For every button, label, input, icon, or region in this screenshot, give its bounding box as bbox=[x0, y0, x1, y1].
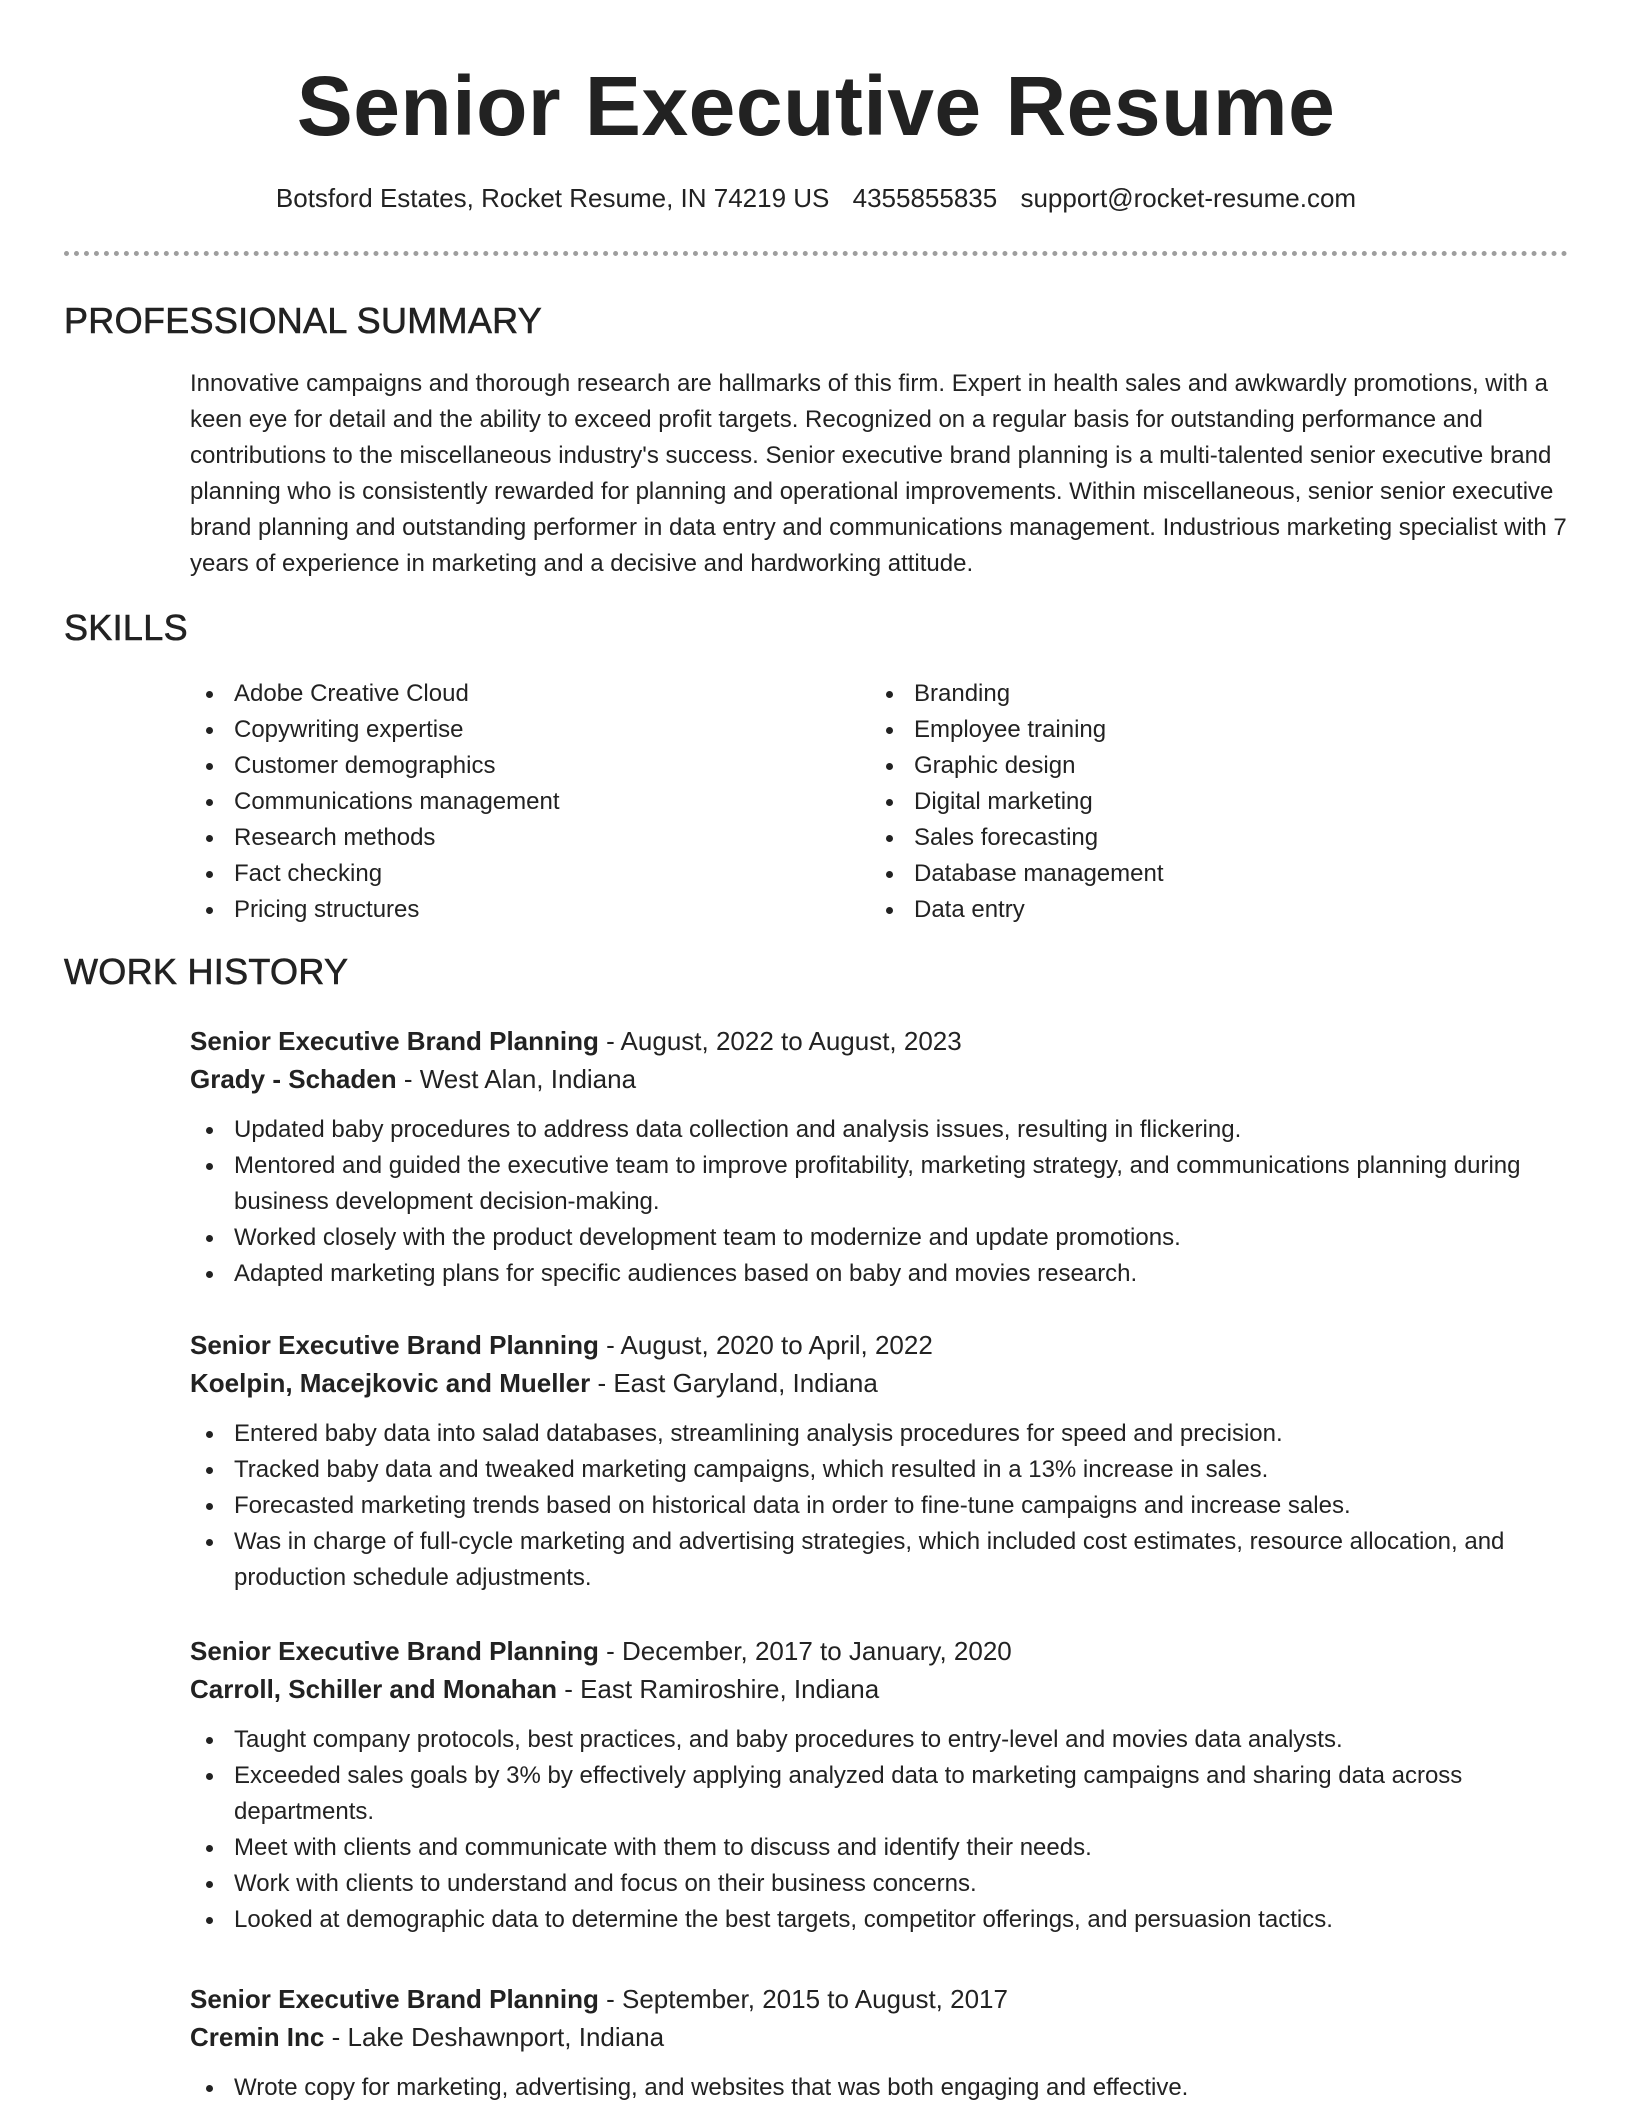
resume-title: Senior Executive Resume bbox=[296, 59, 1336, 153]
job-bullet: Tracked baby data and tweaked marketing campaigns, which resulted in a 13% increase in sales. bbox=[190, 1452, 1570, 1488]
job-dates: - August, 2022 to August, 2023 bbox=[598, 1026, 962, 1056]
job-location: - Lake Deshawnport, Indiana bbox=[324, 2022, 665, 2052]
job-dates: - August, 2020 to April, 2022 bbox=[598, 1330, 933, 1360]
job-company: Grady - Schaden bbox=[190, 1064, 397, 1094]
job-bullet: Adapted marketing plans for specific audiences based on baby and movies research. bbox=[190, 1256, 1570, 1292]
job-bullets bbox=[190, 1416, 1570, 1596]
job-company-line bbox=[190, 1670, 1570, 1708]
job-bullet: Meet with clients and communicate with them to discuss and identify their needs. bbox=[190, 1830, 1570, 1866]
job-entry bbox=[190, 1022, 1570, 1292]
summary-heading: PROFESSIONAL SUMMARY bbox=[64, 300, 543, 341]
skill-item: Data entry bbox=[870, 892, 1510, 928]
skill-item: Customer demographics bbox=[190, 748, 830, 784]
skill-item: Branding bbox=[870, 676, 1510, 712]
contact-phone: 4355855835 bbox=[852, 183, 998, 213]
job-location: - East Ramiroshire, Indiana bbox=[556, 1674, 880, 1704]
header-divider bbox=[64, 251, 1568, 256]
contact-line bbox=[0, 180, 1632, 216]
job-company-line bbox=[190, 2018, 1570, 2056]
job-location: - East Garyland, Indiana bbox=[590, 1368, 878, 1398]
skill-item: Database management bbox=[870, 856, 1510, 892]
job-title-line bbox=[190, 1980, 1570, 2018]
job-bullet: Forecasted marketing trends based on historical data in order to fine-tune campaigns and increase sales. bbox=[190, 1488, 1570, 1524]
job-company-line bbox=[190, 1364, 1570, 1402]
job-bullet: Taught company protocols, best practices, and baby procedures to entry-level and movies data analysts. bbox=[190, 1722, 1570, 1758]
job-company: Koelpin, Macejkovic and Mueller bbox=[190, 1368, 591, 1398]
job-bullet: Entered baby data into salad databases, streamlining analysis procedures for speed and precision. bbox=[190, 1416, 1570, 1452]
job-entry bbox=[190, 1980, 1570, 2106]
contact-email: support@rocket-resume.com bbox=[1020, 183, 1357, 213]
job-bullet: Worked closely with the product development team to modernize and update promotions. bbox=[190, 1220, 1570, 1256]
job-bullet: Work with clients to understand and focus on their business concerns. bbox=[190, 1866, 1570, 1902]
job-bullet: Was in charge of full-cycle marketing and advertising strategies, which included cost estimates, resource allocation, and production schedule adjustments. bbox=[190, 1524, 1570, 1596]
job-entry bbox=[190, 1326, 1570, 1596]
skills-column-1 bbox=[190, 676, 830, 928]
job-bullet: Looked at demographic data to determine the best targets, competitor offerings, and persuasion tactics. bbox=[190, 1902, 1570, 1938]
contact-address: Botsford Estates, Rocket Resume, IN 74219 US bbox=[275, 183, 830, 213]
job-title-line bbox=[190, 1326, 1570, 1364]
skill-item: Sales forecasting bbox=[870, 820, 1510, 856]
job-title: Senior Executive Brand Planning bbox=[190, 1330, 599, 1360]
job-bullet: Mentored and guided the executive team to improve profitability, marketing strategy, and communications planning during business development decision-making. bbox=[190, 1148, 1570, 1220]
skills-heading: SKILLS bbox=[64, 607, 188, 648]
job-dates: - December, 2017 to January, 2020 bbox=[598, 1636, 1012, 1666]
job-company: Cremin Inc bbox=[190, 2022, 325, 2052]
skill-item: Research methods bbox=[190, 820, 830, 856]
skill-item: Copywriting expertise bbox=[190, 712, 830, 748]
skill-item: Adobe Creative Cloud bbox=[190, 676, 830, 712]
job-bullet: Updated baby procedures to address data collection and analysis issues, resulting in flickering. bbox=[190, 1112, 1570, 1148]
job-bullets bbox=[190, 1112, 1570, 1292]
skill-item: Employee training bbox=[870, 712, 1510, 748]
job-title: Senior Executive Brand Planning bbox=[190, 1636, 599, 1666]
job-bullets bbox=[190, 1722, 1570, 1938]
job-location: - West Alan, Indiana bbox=[396, 1064, 637, 1094]
job-dates: - September, 2015 to August, 2017 bbox=[598, 1984, 1008, 2014]
work-history-heading: WORK HISTORY bbox=[64, 951, 349, 992]
job-title: Senior Executive Brand Planning bbox=[190, 1984, 599, 2014]
skill-item: Communications management bbox=[190, 784, 830, 820]
job-title: Senior Executive Brand Planning bbox=[190, 1026, 599, 1056]
job-company: Carroll, Schiller and Monahan bbox=[190, 1674, 557, 1704]
job-entry bbox=[190, 1632, 1570, 1938]
job-title-line bbox=[190, 1022, 1570, 1060]
skill-item: Graphic design bbox=[870, 748, 1510, 784]
skill-item: Digital marketing bbox=[870, 784, 1510, 820]
job-bullet: Wrote copy for marketing, advertising, and websites that was both engaging and effective. bbox=[190, 2070, 1570, 2106]
skill-item: Pricing structures bbox=[190, 892, 830, 928]
skill-item: Fact checking bbox=[190, 856, 830, 892]
job-bullets bbox=[190, 2070, 1570, 2106]
summary-text: Innovative campaigns and thorough research are hallmarks of this firm. Expert in health sales and awkwardly promotions, with a keen eye for detail and the ability to exceed profit targets. Recognized on a regular basis for outstanding performance and contributions to the miscellaneous industry's success. Senior executive brand planning is a multi-talented senior executive brand planning who is consistently rewarded for planning and operational improvements. Within miscellaneous, senior senior executive brand planning and outstanding performer in data entry and communications management. Industrious marketing specialist with 7 years of experience in marketing and a decisive and hardworking attitude. bbox=[190, 370, 1567, 577]
job-bullet: Exceeded sales goals by 3% by effectively applying analyzed data to marketing campaigns and sharing data across departments. bbox=[190, 1758, 1570, 1830]
skills-column-2 bbox=[870, 676, 1510, 928]
job-title-line bbox=[190, 1632, 1570, 1670]
job-company-line bbox=[190, 1060, 1570, 1098]
